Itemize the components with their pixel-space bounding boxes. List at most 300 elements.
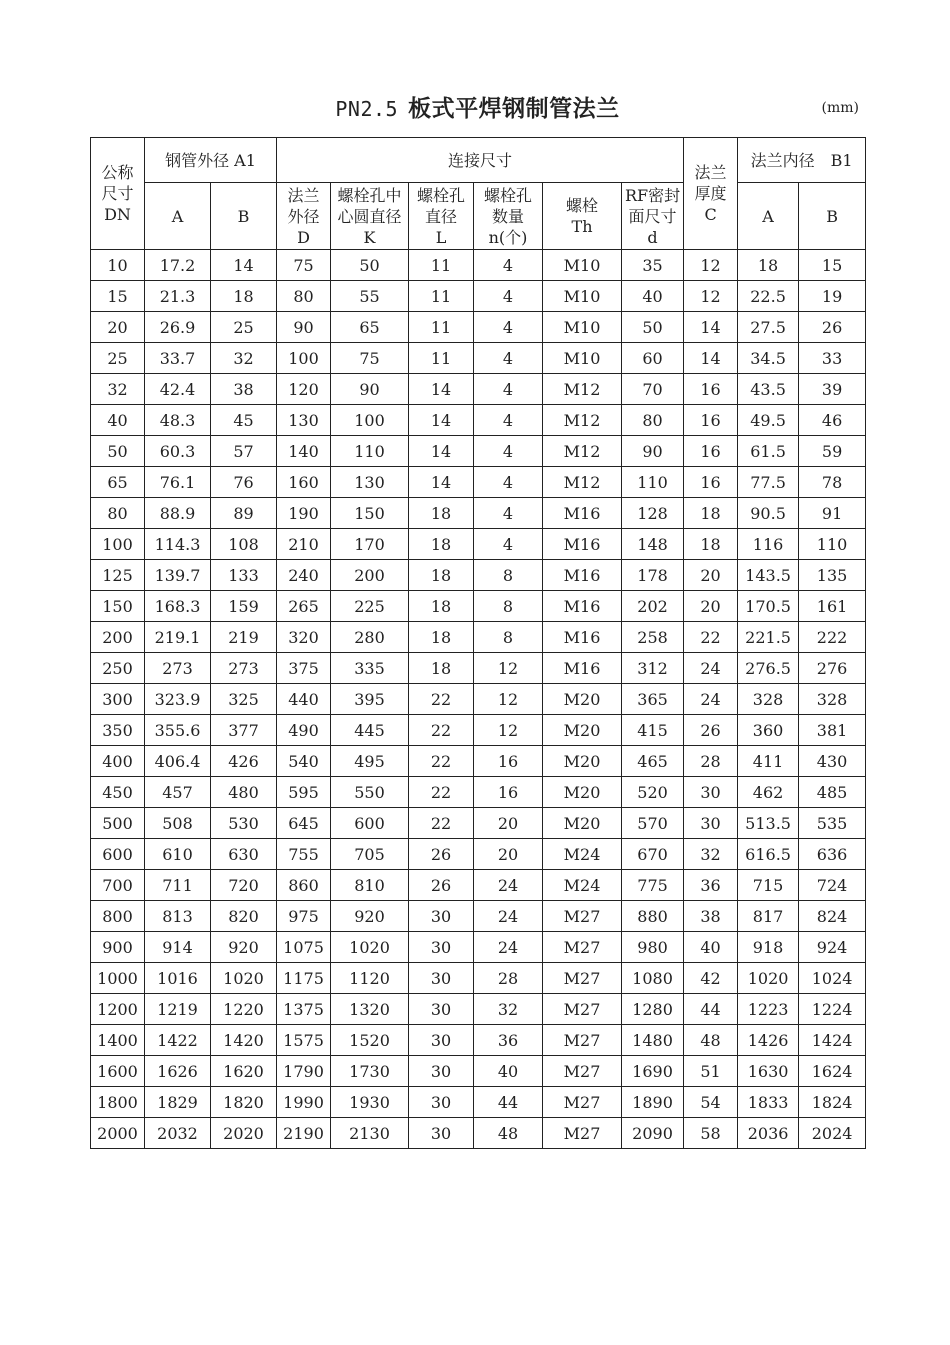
table-cell: 46 — [799, 405, 866, 436]
table-cell: 15 — [91, 281, 145, 312]
table-cell: 323.9 — [145, 684, 211, 715]
table-cell: 20 — [474, 808, 543, 839]
table-cell: 1075 — [277, 932, 331, 963]
table-cell: M24 — [543, 870, 622, 901]
flange-dimension-table — [90, 137, 866, 1149]
table-cell: 1990 — [277, 1087, 331, 1118]
table-cell: 535 — [799, 808, 866, 839]
title-row — [90, 88, 865, 128]
table-row — [91, 1118, 866, 1149]
table-cell: 18 — [409, 653, 474, 684]
table-cell: 20 — [684, 560, 738, 591]
table-cell: 221.5 — [738, 622, 799, 653]
table-cell: 335 — [331, 653, 409, 684]
table-cell: 430 — [799, 746, 866, 777]
table-cell: 24 — [474, 870, 543, 901]
table-row — [91, 777, 866, 808]
table-cell: M27 — [543, 994, 622, 1025]
table-row — [91, 746, 866, 777]
table-cell: M27 — [543, 963, 622, 994]
table-cell: 210 — [277, 529, 331, 560]
table-cell: 160 — [277, 467, 331, 498]
table-cell: 89 — [211, 498, 277, 529]
table-cell: 20 — [91, 312, 145, 343]
table-cell: 30 — [409, 1118, 474, 1149]
table-cell: 1020 — [331, 932, 409, 963]
table-cell: M16 — [543, 560, 622, 591]
header-row-2 — [91, 183, 866, 250]
table-row — [91, 901, 866, 932]
table-cell: 265 — [277, 591, 331, 622]
table-cell: 465 — [622, 746, 684, 777]
table-cell: 40 — [474, 1056, 543, 1087]
table-cell: 80 — [91, 498, 145, 529]
table-cell: 1024 — [799, 963, 866, 994]
table-cell: 28 — [474, 963, 543, 994]
table-cell: 16 — [684, 374, 738, 405]
table-cell: 355.6 — [145, 715, 211, 746]
table-cell: M27 — [543, 1025, 622, 1056]
table-cell: 100 — [277, 343, 331, 374]
table-row — [91, 932, 866, 963]
table-row — [91, 1056, 866, 1087]
table-cell: 1426 — [738, 1025, 799, 1056]
table-cell: 10 — [91, 250, 145, 281]
table-cell: 22 — [409, 777, 474, 808]
table-cell: 600 — [91, 839, 145, 870]
table-cell: 32 — [91, 374, 145, 405]
table-cell: 900 — [91, 932, 145, 963]
table-row — [91, 963, 866, 994]
table-cell: 918 — [738, 932, 799, 963]
table-row — [91, 374, 866, 405]
table-cell: 914 — [145, 932, 211, 963]
table-cell: 54 — [684, 1087, 738, 1118]
table-cell: 12 — [684, 250, 738, 281]
table-cell: 16 — [684, 436, 738, 467]
table-cell: 24 — [684, 684, 738, 715]
table-cell: 45 — [211, 405, 277, 436]
table-cell: 2032 — [145, 1118, 211, 1149]
table-cell: 11 — [409, 312, 474, 343]
table-cell: 22 — [409, 715, 474, 746]
table-cell: 30 — [409, 932, 474, 963]
table-cell: 14 — [409, 467, 474, 498]
table-cell: 202 — [622, 591, 684, 622]
table-cell: 49.5 — [738, 405, 799, 436]
table-cell: 513.5 — [738, 808, 799, 839]
table-cell: 1020 — [738, 963, 799, 994]
page-title — [90, 90, 865, 123]
table-cell: 30 — [409, 963, 474, 994]
table-cell: 44 — [474, 1087, 543, 1118]
table-cell: M27 — [543, 901, 622, 932]
table-cell: 715 — [738, 870, 799, 901]
table-cell: 48.3 — [145, 405, 211, 436]
table-cell: 1690 — [622, 1056, 684, 1087]
table-cell: 273 — [145, 653, 211, 684]
table-cell: 28 — [684, 746, 738, 777]
table-cell: 1820 — [211, 1087, 277, 1118]
table-cell: 1219 — [145, 994, 211, 1025]
table-cell: 636 — [799, 839, 866, 870]
table-cell: M16 — [543, 529, 622, 560]
table-cell: 17.2 — [145, 250, 211, 281]
table-cell: 139.7 — [145, 560, 211, 591]
table-cell: 48 — [474, 1118, 543, 1149]
table-cell: 520 — [622, 777, 684, 808]
table-cell: 880 — [622, 901, 684, 932]
table-cell: 30 — [409, 901, 474, 932]
table-cell: 8 — [474, 622, 543, 653]
table-cell: 426 — [211, 746, 277, 777]
table-cell: M27 — [543, 1087, 622, 1118]
table-cell: 1020 — [211, 963, 277, 994]
table-cell: 75 — [277, 250, 331, 281]
header-bolt-circle: 螺栓孔中 心圆直径 K — [331, 183, 409, 250]
table-row — [91, 343, 866, 374]
table-cell: 800 — [91, 901, 145, 932]
table-cell: 36 — [474, 1025, 543, 1056]
table-cell: 91 — [799, 498, 866, 529]
header-pipe-od: 钢管外径 A1 — [145, 138, 277, 183]
table-cell: 36 — [684, 870, 738, 901]
table-row — [91, 684, 866, 715]
table-cell: 130 — [331, 467, 409, 498]
table-cell: 38 — [211, 374, 277, 405]
table-cell: 24 — [474, 901, 543, 932]
table-cell: 406.4 — [145, 746, 211, 777]
table-cell: 375 — [277, 653, 331, 684]
table-cell: 25 — [91, 343, 145, 374]
table-cell: 26 — [684, 715, 738, 746]
table-cell: 14 — [684, 312, 738, 343]
table-cell: 4 — [474, 498, 543, 529]
table-cell: 108 — [211, 529, 277, 560]
table-row — [91, 312, 866, 343]
table-cell: 1422 — [145, 1025, 211, 1056]
table-cell: 88.9 — [145, 498, 211, 529]
table-cell: 15 — [799, 250, 866, 281]
table-cell: 4 — [474, 436, 543, 467]
table-cell: 16 — [474, 746, 543, 777]
table-cell: 8 — [474, 560, 543, 591]
table-cell: 30 — [409, 994, 474, 1025]
table-cell: 22 — [409, 808, 474, 839]
table-row — [91, 839, 866, 870]
table-cell: 14 — [409, 436, 474, 467]
table-cell: 16 — [474, 777, 543, 808]
table-cell: 724 — [799, 870, 866, 901]
table-cell: 42 — [684, 963, 738, 994]
table-cell: 1320 — [331, 994, 409, 1025]
table-cell: M10 — [543, 343, 622, 374]
table-cell: 14 — [409, 405, 474, 436]
table-cell: 55 — [331, 281, 409, 312]
table-row — [91, 622, 866, 653]
table-cell: 720 — [211, 870, 277, 901]
table-cell: 12 — [474, 684, 543, 715]
table-cell: 114.3 — [145, 529, 211, 560]
table-cell: 39 — [799, 374, 866, 405]
table-row — [91, 405, 866, 436]
table-cell: M27 — [543, 932, 622, 963]
table-cell: 411 — [738, 746, 799, 777]
table-cell: 1080 — [622, 963, 684, 994]
table-cell: 14 — [409, 374, 474, 405]
table-cell: 22 — [684, 622, 738, 653]
table-cell: 711 — [145, 870, 211, 901]
table-cell: M12 — [543, 436, 622, 467]
table-cell: 775 — [622, 870, 684, 901]
table-cell: M20 — [543, 777, 622, 808]
table-cell: 18 — [684, 529, 738, 560]
table-cell: 1620 — [211, 1056, 277, 1087]
table-cell: 148 — [622, 529, 684, 560]
table-cell: 1480 — [622, 1025, 684, 1056]
table-cell: 1829 — [145, 1087, 211, 1118]
table-cell: 4 — [474, 250, 543, 281]
table-cell: 40 — [684, 932, 738, 963]
table-cell: 2036 — [738, 1118, 799, 1149]
table-cell: 300 — [91, 684, 145, 715]
table-cell: 38 — [684, 901, 738, 932]
table-cell: M20 — [543, 808, 622, 839]
table-cell: M27 — [543, 1056, 622, 1087]
table-cell: 616.5 — [738, 839, 799, 870]
table-cell: 33 — [799, 343, 866, 374]
table-cell: 2190 — [277, 1118, 331, 1149]
table-cell: 12 — [474, 653, 543, 684]
table-cell: 462 — [738, 777, 799, 808]
table-cell: 80 — [277, 281, 331, 312]
table-cell: 135 — [799, 560, 866, 591]
table-cell: 178 — [622, 560, 684, 591]
table-cell: 35 — [622, 250, 684, 281]
table-cell: 21.3 — [145, 281, 211, 312]
header-rf-seal: RF密封 面尺寸 d — [622, 183, 684, 250]
header-connection: 连接尺寸 — [277, 138, 684, 183]
table-cell: 325 — [211, 684, 277, 715]
table-row — [91, 529, 866, 560]
table-cell: 1626 — [145, 1056, 211, 1087]
table-cell: 33.7 — [145, 343, 211, 374]
table-cell: 32 — [474, 994, 543, 1025]
table-cell: 130 — [277, 405, 331, 436]
table-cell: 445 — [331, 715, 409, 746]
table-cell: 1200 — [91, 994, 145, 1025]
table-cell: 1624 — [799, 1056, 866, 1087]
table-cell: 18 — [409, 529, 474, 560]
table-cell: 12 — [474, 715, 543, 746]
table-cell: 920 — [331, 901, 409, 932]
table-cell: 30 — [409, 1056, 474, 1087]
table-cell: 2024 — [799, 1118, 866, 1149]
table-cell: 159 — [211, 591, 277, 622]
table-cell: 12 — [684, 281, 738, 312]
table-cell: 1600 — [91, 1056, 145, 1087]
table-cell: 1375 — [277, 994, 331, 1025]
table-cell: 125 — [91, 560, 145, 591]
table-cell: 4 — [474, 374, 543, 405]
table-cell: 42.4 — [145, 374, 211, 405]
table-cell: 90.5 — [738, 498, 799, 529]
table-cell: 1000 — [91, 963, 145, 994]
table-cell: 219 — [211, 622, 277, 653]
table-cell: 60 — [622, 343, 684, 374]
table-cell: M16 — [543, 653, 622, 684]
table-cell: 18 — [409, 498, 474, 529]
table-cell: 225 — [331, 591, 409, 622]
table-cell: 1280 — [622, 994, 684, 1025]
table-cell: 1890 — [622, 1087, 684, 1118]
table-cell: 700 — [91, 870, 145, 901]
table-cell: 1800 — [91, 1087, 145, 1118]
table-cell: 65 — [91, 467, 145, 498]
table-cell: 26 — [799, 312, 866, 343]
table-cell: 975 — [277, 901, 331, 932]
table-cell: 11 — [409, 250, 474, 281]
table-cell: 610 — [145, 839, 211, 870]
header-inner-a: A — [738, 183, 799, 250]
table-cell: M27 — [543, 1118, 622, 1149]
table-cell: M12 — [543, 467, 622, 498]
table-cell: 18 — [738, 250, 799, 281]
table-cell: 24 — [474, 932, 543, 963]
table-row — [91, 1087, 866, 1118]
table-cell: 600 — [331, 808, 409, 839]
table-cell: 8 — [474, 591, 543, 622]
table-cell: 150 — [331, 498, 409, 529]
table-cell: 1400 — [91, 1025, 145, 1056]
table-cell: 50 — [91, 436, 145, 467]
table-cell: M16 — [543, 622, 622, 653]
table-cell: 219.1 — [145, 622, 211, 653]
table-cell: 813 — [145, 901, 211, 932]
table-cell: 4 — [474, 529, 543, 560]
table-cell: 312 — [622, 653, 684, 684]
table-cell: 116 — [738, 529, 799, 560]
table-cell: 860 — [277, 870, 331, 901]
table-cell: 143.5 — [738, 560, 799, 591]
header-inner-b: B — [799, 183, 866, 250]
table-cell: 90 — [277, 312, 331, 343]
table-cell: 1630 — [738, 1056, 799, 1087]
table-cell: 30 — [409, 1087, 474, 1118]
table-cell: 440 — [277, 684, 331, 715]
header-inner-diameter: 法兰内径 B1 — [738, 138, 866, 183]
table-cell: 550 — [331, 777, 409, 808]
table-cell: 2130 — [331, 1118, 409, 1149]
table-cell: 70 — [622, 374, 684, 405]
table-cell: 273 — [211, 653, 277, 684]
table-cell: 170.5 — [738, 591, 799, 622]
table-cell: 1730 — [331, 1056, 409, 1087]
table-cell: 133 — [211, 560, 277, 591]
table-cell: M12 — [543, 405, 622, 436]
table-row — [91, 653, 866, 684]
table-cell: M10 — [543, 250, 622, 281]
table-cell: 11 — [409, 343, 474, 374]
table-cell: 48 — [684, 1025, 738, 1056]
table-cell: 2090 — [622, 1118, 684, 1149]
table-cell: 65 — [331, 312, 409, 343]
table-cell: 16 — [684, 467, 738, 498]
table-cell: 100 — [91, 529, 145, 560]
table-cell: 1223 — [738, 994, 799, 1025]
pressure-class: PN2.5 — [335, 97, 399, 121]
table-cell: M12 — [543, 374, 622, 405]
table-cell: 540 — [277, 746, 331, 777]
table-cell: 18 — [211, 281, 277, 312]
header-bolt-hole: 螺栓孔 直径 L — [409, 183, 474, 250]
table-cell: 43.5 — [738, 374, 799, 405]
table-cell: 415 — [622, 715, 684, 746]
header-bolt: 螺栓 Th — [543, 183, 622, 250]
table-cell: 32 — [211, 343, 277, 374]
table-cell: 595 — [277, 777, 331, 808]
table-cell: 18 — [409, 560, 474, 591]
table-cell: 320 — [277, 622, 331, 653]
table-cell: 77.5 — [738, 467, 799, 498]
header-pipe-b: B — [211, 183, 277, 250]
table-cell: 40 — [622, 281, 684, 312]
table-cell: 44 — [684, 994, 738, 1025]
table-cell: 90 — [331, 374, 409, 405]
table-cell: 360 — [738, 715, 799, 746]
table-cell: 755 — [277, 839, 331, 870]
table-cell: 276 — [799, 653, 866, 684]
table-cell: 18 — [409, 622, 474, 653]
table-cell: 58 — [684, 1118, 738, 1149]
table-cell: 40 — [91, 405, 145, 436]
table-cell: 1790 — [277, 1056, 331, 1087]
table-cell: M16 — [543, 498, 622, 529]
table-cell: M20 — [543, 684, 622, 715]
table-cell: 200 — [91, 622, 145, 653]
table-cell: 1824 — [799, 1087, 866, 1118]
table-row — [91, 436, 866, 467]
table-cell: 4 — [474, 281, 543, 312]
table-cell: 240 — [277, 560, 331, 591]
table-cell: 365 — [622, 684, 684, 715]
table-cell: 25 — [211, 312, 277, 343]
table-cell: 22.5 — [738, 281, 799, 312]
table-cell: 34.5 — [738, 343, 799, 374]
table-cell: 161 — [799, 591, 866, 622]
table-cell: 457 — [145, 777, 211, 808]
table-cell: 27.5 — [738, 312, 799, 343]
table-cell: 76.1 — [145, 467, 211, 498]
table-cell: 110 — [622, 467, 684, 498]
table-cell: 4 — [474, 312, 543, 343]
table-row — [91, 1025, 866, 1056]
table-cell: 60.3 — [145, 436, 211, 467]
table-cell: 150 — [91, 591, 145, 622]
table-cell: 1224 — [799, 994, 866, 1025]
table-cell: 30 — [684, 777, 738, 808]
table-cell: 485 — [799, 777, 866, 808]
table-cell: 1520 — [331, 1025, 409, 1056]
table-cell: 980 — [622, 932, 684, 963]
table-cell: 32 — [684, 839, 738, 870]
table-cell: 76 — [211, 467, 277, 498]
table-cell: 18 — [409, 591, 474, 622]
table-cell: 381 — [799, 715, 866, 746]
table-row — [91, 870, 866, 901]
table-cell: M16 — [543, 591, 622, 622]
table-cell: 824 — [799, 901, 866, 932]
